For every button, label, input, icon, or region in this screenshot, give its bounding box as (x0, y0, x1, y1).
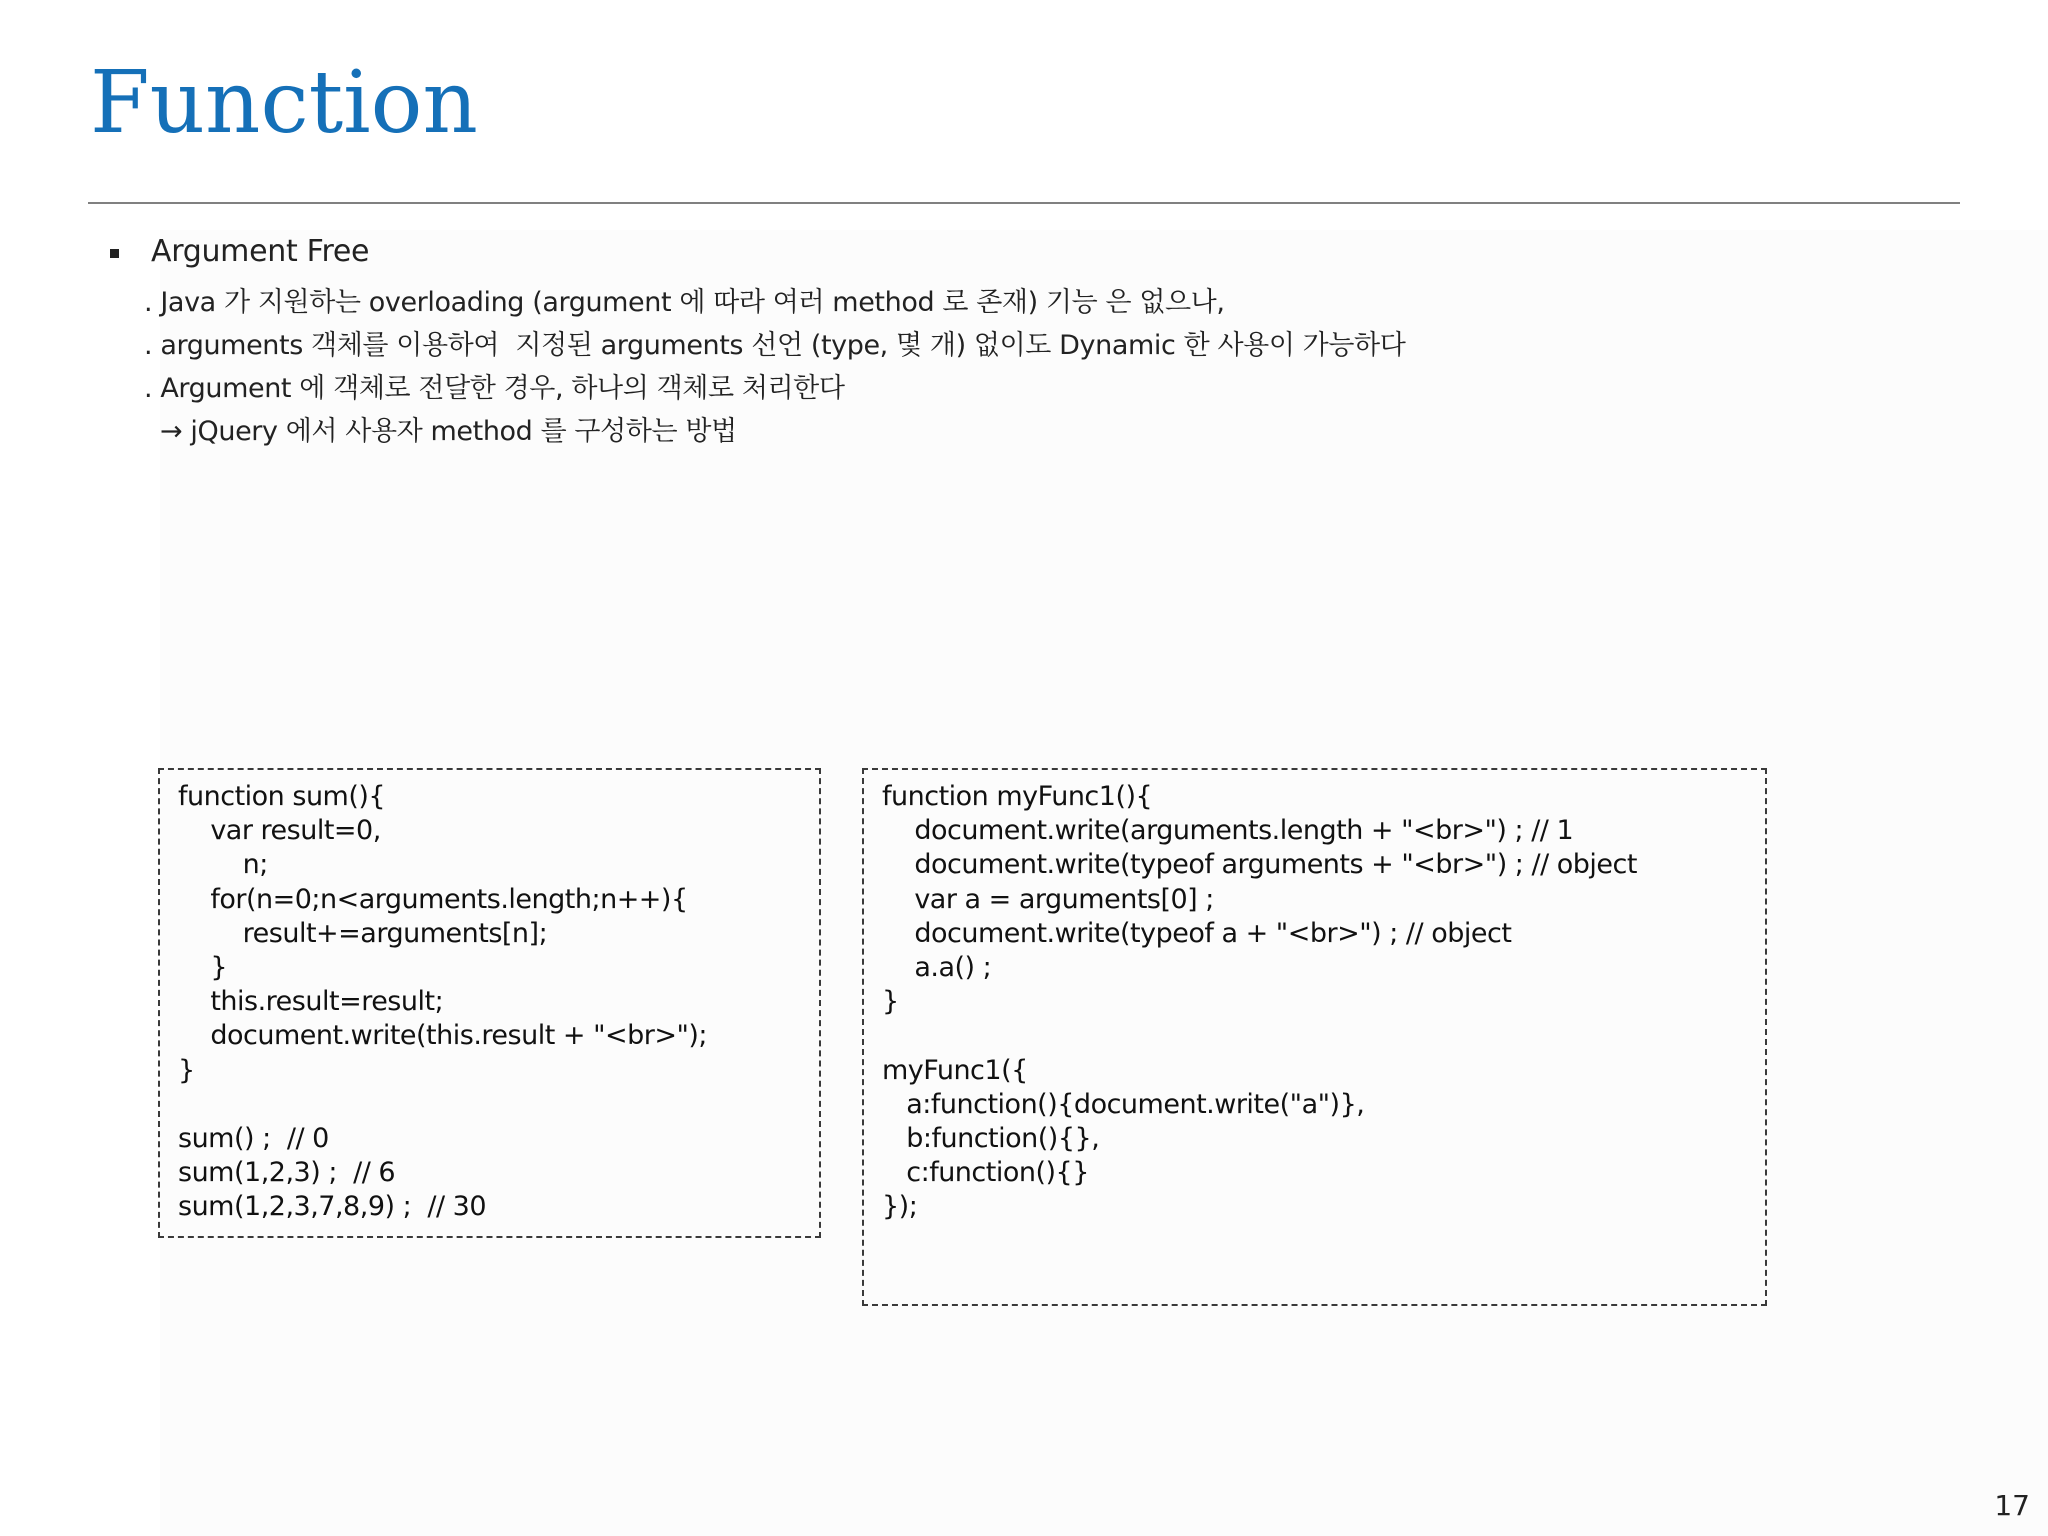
description-line: . arguments 객체를 이용하여 지정된 arguments 선언 (type, 몇 개) 없이도 Dynamic 한 사용이 가능하다 (144, 330, 1406, 361)
page-number: 17 (1994, 1489, 2030, 1522)
description-line: . Argument 에 객체로 전달한 경우, 하나의 객체로 처리한다 (144, 373, 845, 404)
code-box-sum (158, 768, 821, 1238)
bullet-item (110, 234, 369, 269)
description-line: . Java 가 지원하는 overloading (argument 에 따라 여러 method 로 존재) 기능 은 없으나, (144, 287, 1225, 318)
code-box-myfunc1 (862, 768, 1767, 1306)
code-sum-function: function sum(){ var result=0, n; for(n=0;n<arguments.length;n++){ result+=arguments[n]; } this.result=result; document.write(this.result + "<br>"); } sum() ; // 0 sum(1,2,3) ; // 6 sum(1,2,3,7,8,9) ; // 30 (178, 781, 708, 1223)
slide-title: Function (90, 53, 478, 153)
code-myfunc1-function: function myFunc1(){ document.write(arguments.length + "<br>") ; // 1 document.write(typeof arguments + "<br>") ; // object var a = arguments[0] ; document.write(typeof a + "<br>") ; // object a.a() ; } myFunc1({ a:function(){document.write("a")}, b:function(){}, c:function(){} }); (882, 781, 1637, 1223)
square-bullet-icon (110, 249, 119, 258)
title-divider (88, 202, 1960, 204)
description-list (144, 281, 1405, 453)
bullet-heading: Argument Free (151, 234, 370, 269)
description-line-arrow: → jQuery 에서 사용자 method 를 구성하는 방법 (160, 416, 737, 447)
